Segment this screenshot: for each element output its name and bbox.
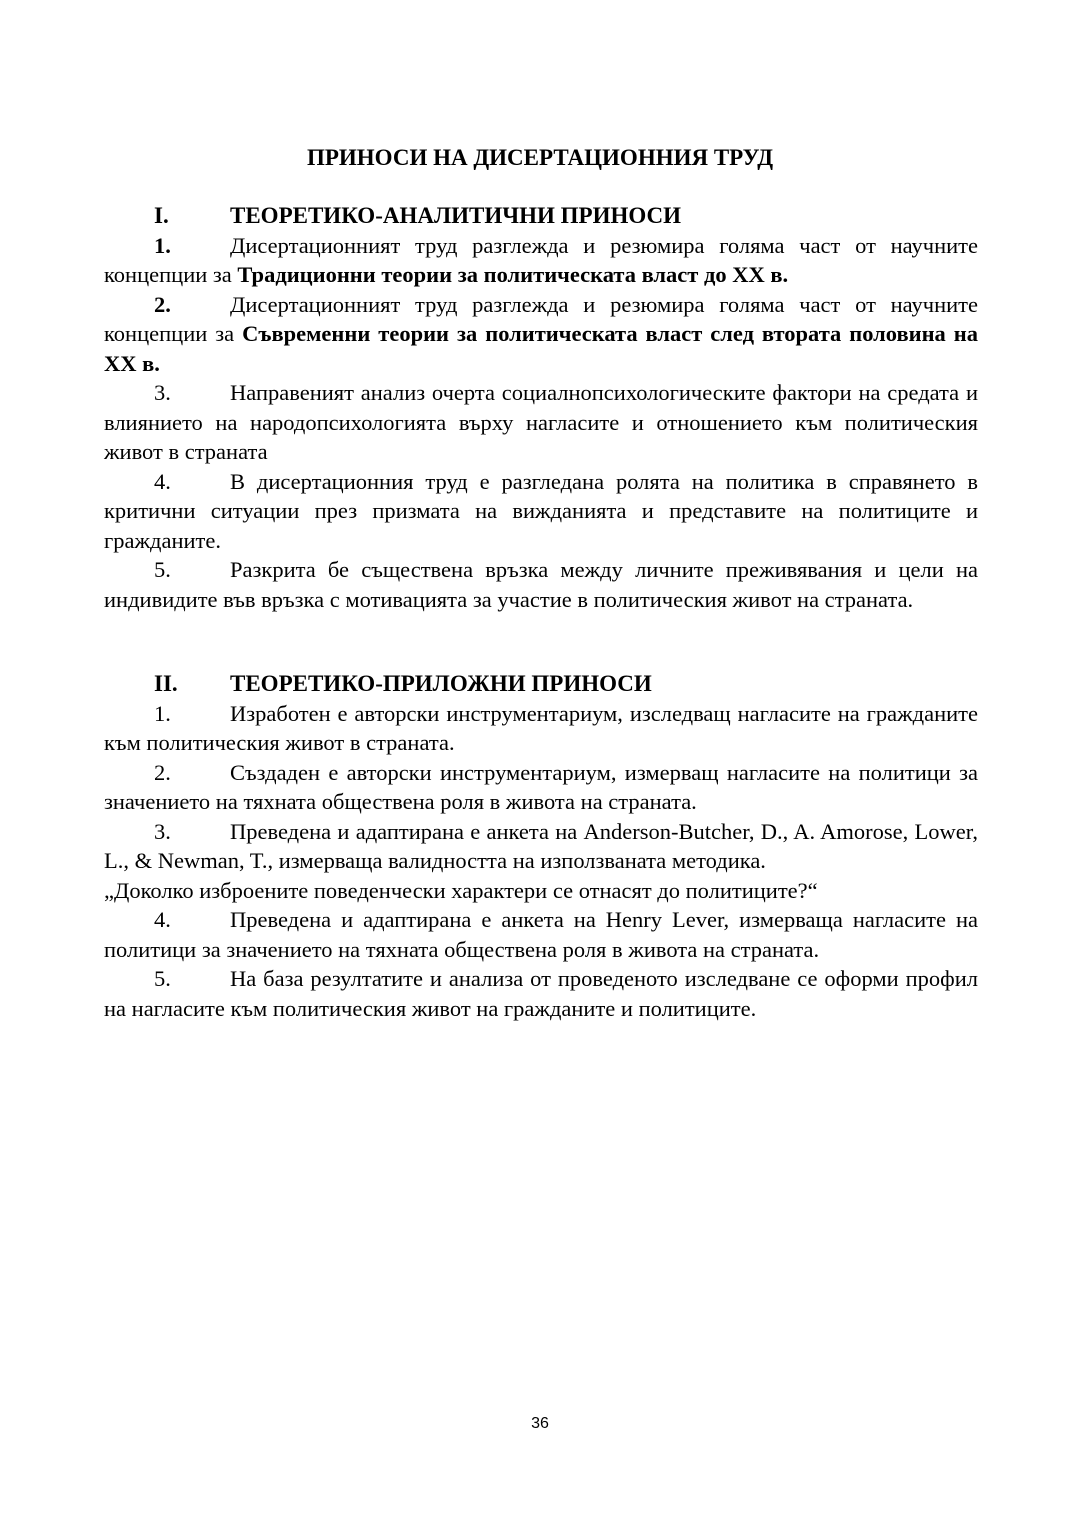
list-item	[104, 555, 978, 614]
item-number: 4.	[154, 907, 171, 932]
item-number: 1.	[154, 700, 171, 726]
section-heading-text: ТЕОРЕТИКО-ПРИЛОЖНИ ПРИНОСИ	[230, 671, 652, 696]
item-text: Преведена и адаптирана е анкета на Anderson-Butcher, D., A. Amorose, Lower, L., & Newman, T., измерваща валидността на използваната методика.	[104, 818, 978, 873]
item-bold-text: Съвременни теории за политическата власт след втората половина на XX в.	[104, 321, 978, 376]
item-bold-text: Традиционни теории за политическата власт до XX в.	[237, 262, 789, 287]
item-text: Разкрита бе съществена връзка между личните преживявания и цели на индивидите във връзка с мотивацията за участие в политическия живот на страната.	[104, 557, 978, 612]
list-item	[104, 758, 978, 817]
section-number: I.	[154, 203, 169, 228]
section-theoretical-applied	[104, 669, 978, 1023]
item-text: Дисертационният труд разглежда и резюмира голяма част от научните концепции за	[104, 232, 978, 287]
item-text: Дисертационният труд разглежда и резюмира голяма част от научните концепции за	[104, 291, 978, 346]
list-item	[104, 231, 978, 290]
list-item	[104, 378, 978, 467]
section-theoretical-analytical	[104, 201, 978, 614]
item-text: Преведена и адаптирана е анкета на Henry Lever, измерваща нагласите на политици за значението на тяхната обществена роля в живота на страната.	[104, 907, 978, 962]
item-number: 5.	[154, 557, 171, 582]
item-text: В дисертационния труд е разгледана ролята на политика в справянето в критични ситуации през призмата на вижданията и представите на политиците и гражданите.	[104, 468, 978, 553]
item-quote: „Доколко изброените поведенчески характери се отнасят до политиците?“	[104, 877, 818, 903]
item-text: Направеният анализ очерта социалнопсихологическите фактори на средата и влиянието на народопсихологията върху нагласите и отношението към политическия живот в страната	[104, 380, 978, 464]
item-text: Изработен е авторски инструментариум, изследващ нагласите на гражданите към политическия живот в страната.	[104, 700, 978, 755]
item-number: 5.	[154, 966, 171, 991]
item-text: Създаден е авторски инструментариум, измерващ нагласите на политици за значението на тяхната обществена роля в живота на страната.	[104, 759, 978, 814]
list-item	[104, 964, 978, 1023]
list-item	[104, 467, 978, 556]
page-number: 36	[531, 1415, 549, 1432]
item-number: 3.	[154, 380, 171, 405]
item-number: 3.	[154, 818, 171, 844]
item-number: 2.	[154, 759, 171, 785]
section-heading	[104, 201, 978, 231]
list-item	[104, 905, 978, 964]
section-number: II.	[154, 671, 178, 696]
item-number: 1.	[154, 232, 171, 258]
page-title: ПРИНОСИ НА ДИСЕРТАЦИОННИЯ ТРУД	[306, 145, 774, 170]
item-text: На база резултатите и анализа от проведеното изследване се оформи профил на нагласите към политическия живот на гражданите и политиците.	[104, 966, 978, 1021]
item-number: 4.	[154, 468, 171, 494]
list-item	[104, 817, 978, 906]
list-item	[104, 699, 978, 758]
item-number: 2.	[154, 291, 171, 317]
section-heading	[104, 669, 978, 699]
list-item	[104, 290, 978, 379]
section-heading-text: ТЕОРЕТИКО-АНАЛИТИЧНИ ПРИНОСИ	[230, 203, 682, 228]
